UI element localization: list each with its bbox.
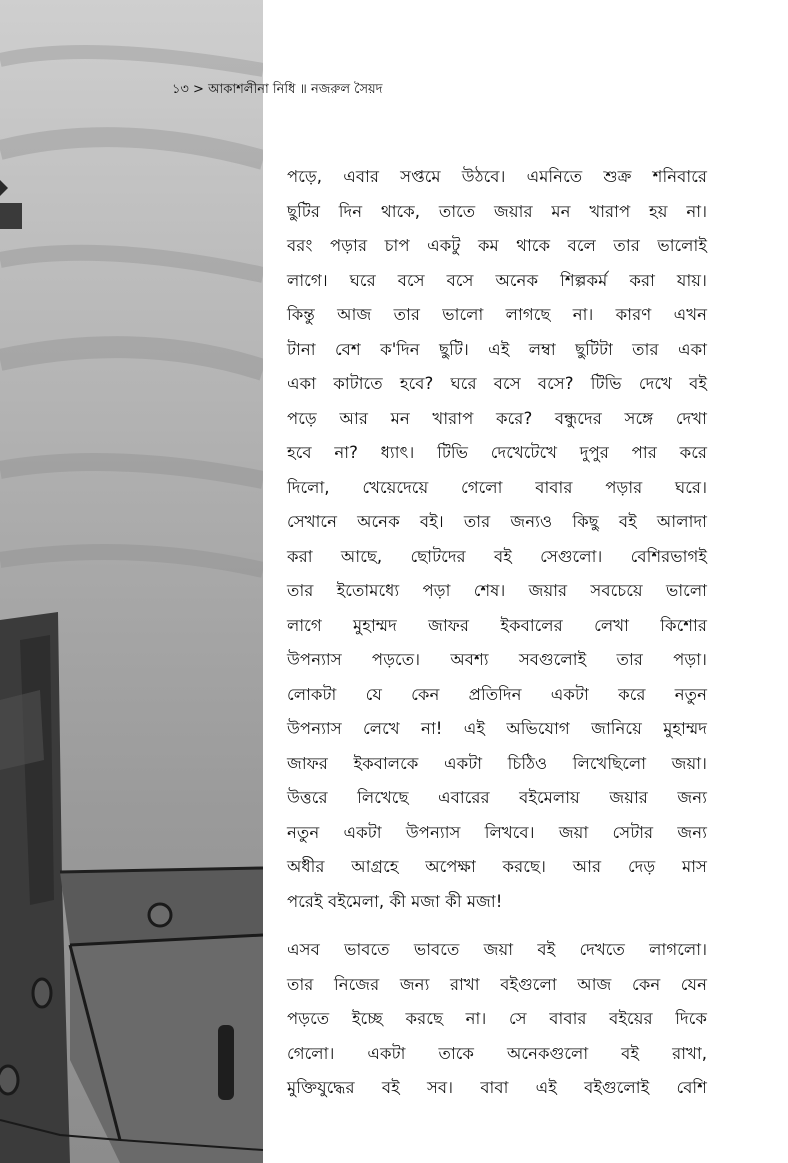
text-line: সেখানে অনেক বই। তার জন্যও কিছু বই আলাদা	[287, 512, 707, 531]
text-line: পড়ে আর মন খারাপ করে? বন্ধুদের সঙ্গে দেখা	[287, 408, 707, 428]
text-line: পড়ে, এবার সপ্তমে উঠবে। এমনিতে শুক্র শনিবারে	[287, 167, 707, 186]
deck-shape	[60, 868, 263, 945]
text-line: কিন্তু আজ তার ভালো লাগছে না। কারণ এখন	[287, 305, 707, 324]
illustration-image	[0, 0, 263, 1163]
text-line: বরং পড়ার চাপ একটু কম থাকে বলে তার ভালোই	[287, 236, 707, 255]
text-line: একা কাটাতে হবে? ঘরে বসে বসে? টিভি দেখে বই	[287, 374, 707, 393]
text-line: তার ইতোমধ্যে পড়া শেষ। জয়ার সবচেয়ে ভালো	[287, 581, 707, 600]
page-header	[172, 80, 383, 100]
text-line: দিলো, খেয়েদেয়ে গেলো বাবার পড়ার ঘরে।	[287, 477, 707, 497]
text-line: নতুন একটা উপন্যাস লিখবে। জয়া সেটার জন্য	[287, 822, 707, 842]
text-line: লোকটা যে কেন প্রতিদিন একটা করে নতুন	[287, 684, 707, 704]
text-line: লাগে। ঘরে বসে বসে অনেক শিল্পকর্ম করা যায়।	[287, 270, 707, 290]
text-line: পড়তে ইচ্ছে করছে না। সে বাবার বইয়ের দিকে	[287, 1009, 707, 1028]
text-line: লাগে মুহাম্মদ জাফর ইকবালের লেখা কিশোর	[287, 615, 707, 635]
text-line: গেলো। একটা তাকে অনেকগুলো বই রাখা,	[287, 1043, 707, 1063]
text-line: করা আছে, ছোটদের বই সেগুলো। বেশিরভাগই	[287, 546, 707, 566]
text-line: হবে না? ধ্যাৎ। টিভি দেখেটেখে দুপুর পার করে	[287, 443, 707, 462]
header-divider: ॥	[299, 82, 307, 97]
header-separator: >	[193, 82, 204, 97]
text-line: উপন্যাস লেখে না! এই অভিযোগ জানিয়ে মুহাম্মদ	[287, 719, 707, 738]
paragraph	[287, 160, 707, 919]
paragraph	[287, 933, 707, 1106]
text-line: উপন্যাস পড়তে। অবশ্য সবগুলোই তার পড়া।	[287, 650, 707, 669]
text-line: অধীর আগ্রহে অপেক্ষা করছে। আর দেড় মাস	[287, 857, 707, 876]
body-text	[287, 160, 707, 1106]
text-line: উত্তরে লিখেছে এবারের বইমেলায় জয়ার জন্য	[287, 788, 707, 807]
book-title: আকাশলীনা নিধি	[208, 82, 296, 97]
author-name: নজরুল সৈয়দ	[311, 82, 383, 97]
text-line: টানা বেশ ক'দিন ছুটি। এই লম্বা ছুটিটা তার একা	[287, 339, 707, 359]
text-line: ছুটির দিন থাকে, তাতে জয়ার মন খারাপ হয় না।	[287, 201, 707, 221]
text-line: তার নিজের জন্য রাখা বইগুলো আজ কেন যেন	[287, 974, 707, 994]
text-line: মুক্তিযুদ্ধের বই সব। বাবা এই বইগুলোই বেশি	[287, 1078, 707, 1097]
text-line: জাফর ইকবালকে একটা চিঠিও লিখেছিলো জয়া।	[287, 753, 707, 773]
small-ledge-shape	[0, 180, 22, 229]
page-number: ১৩	[172, 82, 189, 97]
text-line: পরেই বইমেলা, কী মজা কী মজা!	[287, 891, 503, 911]
text-line: এসব ভাবতে ভাবতে জয়া বই দেখতে লাগলো।	[287, 940, 707, 959]
